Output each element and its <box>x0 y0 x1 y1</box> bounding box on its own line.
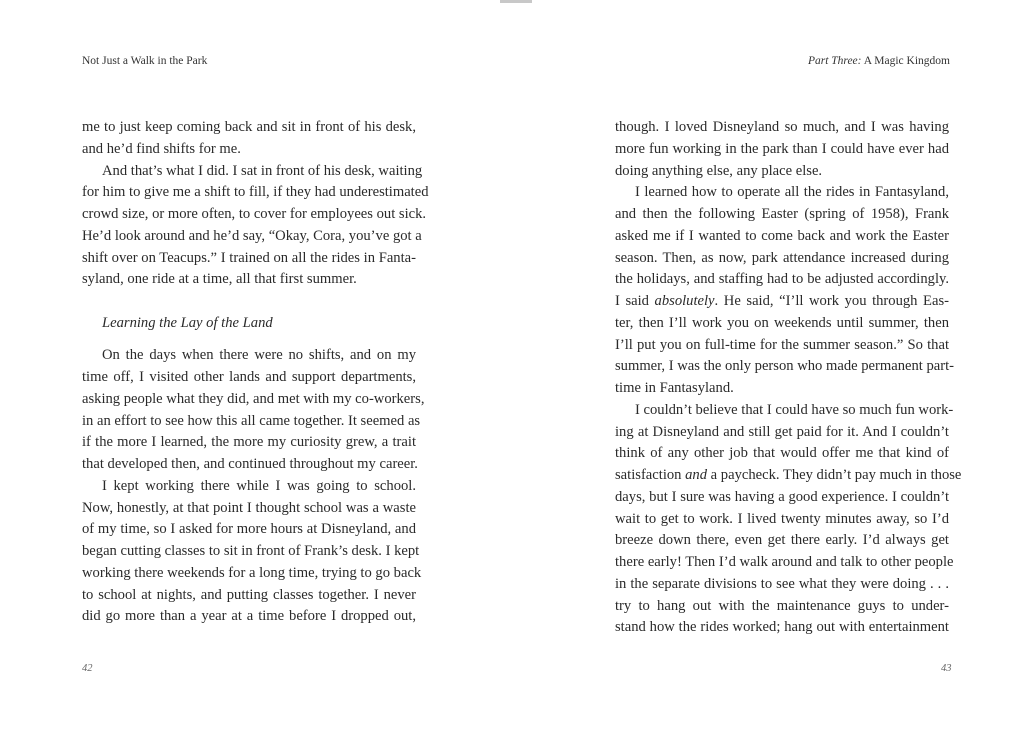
emphasis-text: and <box>685 467 708 483</box>
text-line: syland, one ride at a time, all that first summer. <box>82 271 357 288</box>
text-line: asking people what they did, and met with my co-workers, <box>82 390 425 407</box>
text-line <box>615 291 949 313</box>
text-line: think of any other job that would offer me that kind of <box>615 445 949 462</box>
text-line: did go more than a year at a time before I dropped out, <box>82 608 416 625</box>
text-line: stand how the rides worked; hang out with entertainment <box>615 619 949 636</box>
text-line: if the more I learned, the more my curiosity grew, a trait <box>82 434 416 451</box>
left-page-body <box>82 117 429 628</box>
text-line: ing at Disneyland and still get paid for it. And I couldn’t <box>615 423 949 440</box>
text-run: satisfaction <box>615 467 686 483</box>
text-line: He’d look around and he’d say, “Okay, Cora, you’ve got a <box>82 227 422 244</box>
text-line: days, but I sure was having a good experience. I couldn’t <box>615 488 949 505</box>
part-title: A Magic Kingdom <box>861 55 950 67</box>
text-line: I learned how to operate all the rides in Fantasyland, <box>635 184 949 201</box>
text-line: summer, I was the only person who made permanent part- <box>615 358 955 375</box>
text-line: Now, honestly, at that point I thought school was a waste <box>82 499 416 516</box>
text-line <box>615 465 962 487</box>
top-edge-marker <box>500 0 532 3</box>
text-line: time in Fantasyland. <box>615 380 734 396</box>
text-run: . He said, “I’ll work you through Eas- <box>714 293 949 309</box>
text-line: began cutting classes to sit in front of Frank’s desk. I kept <box>82 543 420 559</box>
text-line: crowd size, or more often, to cover for employees out sick. <box>82 206 427 222</box>
text-line: to school at nights, and putting classes together. I never <box>82 586 416 603</box>
text-line: I kept working there while I was going to school. <box>102 477 416 494</box>
text-line: of my time, so I asked for more hours at Disneyland, and <box>82 521 416 538</box>
text-line: I couldn’t believe that I could have so much fun work- <box>635 401 954 418</box>
text-line: wait to get to work. I lived twenty minutes away, so I’d <box>615 510 949 527</box>
part-label: Part Three: <box>807 55 862 67</box>
text-line: working there weekends for a long time, trying to go back <box>82 564 422 581</box>
text-run: I said <box>615 293 655 309</box>
text-line: that developed then, and continued throughout my career. <box>82 456 418 472</box>
text-line: shift over on Teacups.” I trained on all the rides in Fanta- <box>82 249 416 266</box>
text-line: there early! Then I’d walk around and talk to other people <box>615 554 954 570</box>
text-line: doing anything else, any place else. <box>615 162 823 179</box>
emphasis-text: absolutely <box>654 293 715 309</box>
text-line: time off, I visited other lands and support departments, <box>82 369 416 385</box>
right-page-body <box>615 117 962 639</box>
section-subheading: Learning the Lay of the Land <box>102 314 273 331</box>
text-line: me to just keep coming back and sit in front of his desk, <box>82 119 416 135</box>
page-number-right: 43 <box>941 663 952 674</box>
text-line: in the separate divisions to see what they were doing . . . <box>615 575 949 592</box>
text-line: asked me if I wanted to come back and work the Easter <box>615 227 949 244</box>
running-head-part-title <box>808 55 950 67</box>
text-line: for him to give me a shift to fill, if they had underestimated <box>82 184 429 201</box>
text-line: breeze down there, even get there early. I’d always get <box>615 532 949 549</box>
text-line: I’ll put you on full-time for the summer season.” So that <box>615 336 949 353</box>
text-line: though. I loved Disneyland so much, and I was having <box>615 119 949 135</box>
text-line: and he’d find shifts for me. <box>82 140 241 157</box>
page-number-left: 42 <box>82 663 93 674</box>
text-line: ter, then I’ll work you on weekends until summer, then <box>615 314 949 331</box>
text-line: more fun working in the park than I could have ever had <box>615 140 949 157</box>
text-line: and then the following Easter (spring of 1958), Frank <box>615 206 949 222</box>
text-line: try to hang out with the maintenance guys to under- <box>615 597 949 614</box>
text-line: season. Then, as now, park attendance increased during <box>615 249 949 266</box>
text-line: And that’s what I did. I sat in front of his desk, waiting <box>102 162 423 179</box>
text-run: a paycheck. They didn’t pay much in those <box>707 467 962 483</box>
text-line: the holidays, and staffing had to be adjusted accordingly. <box>615 271 949 288</box>
running-head-book-title: Not Just a Walk in the Park <box>82 55 208 67</box>
text-line: in an effort to see how this all came together. It seemed as <box>82 412 421 429</box>
text-line: On the days when there were no shifts, and on my <box>102 347 416 364</box>
